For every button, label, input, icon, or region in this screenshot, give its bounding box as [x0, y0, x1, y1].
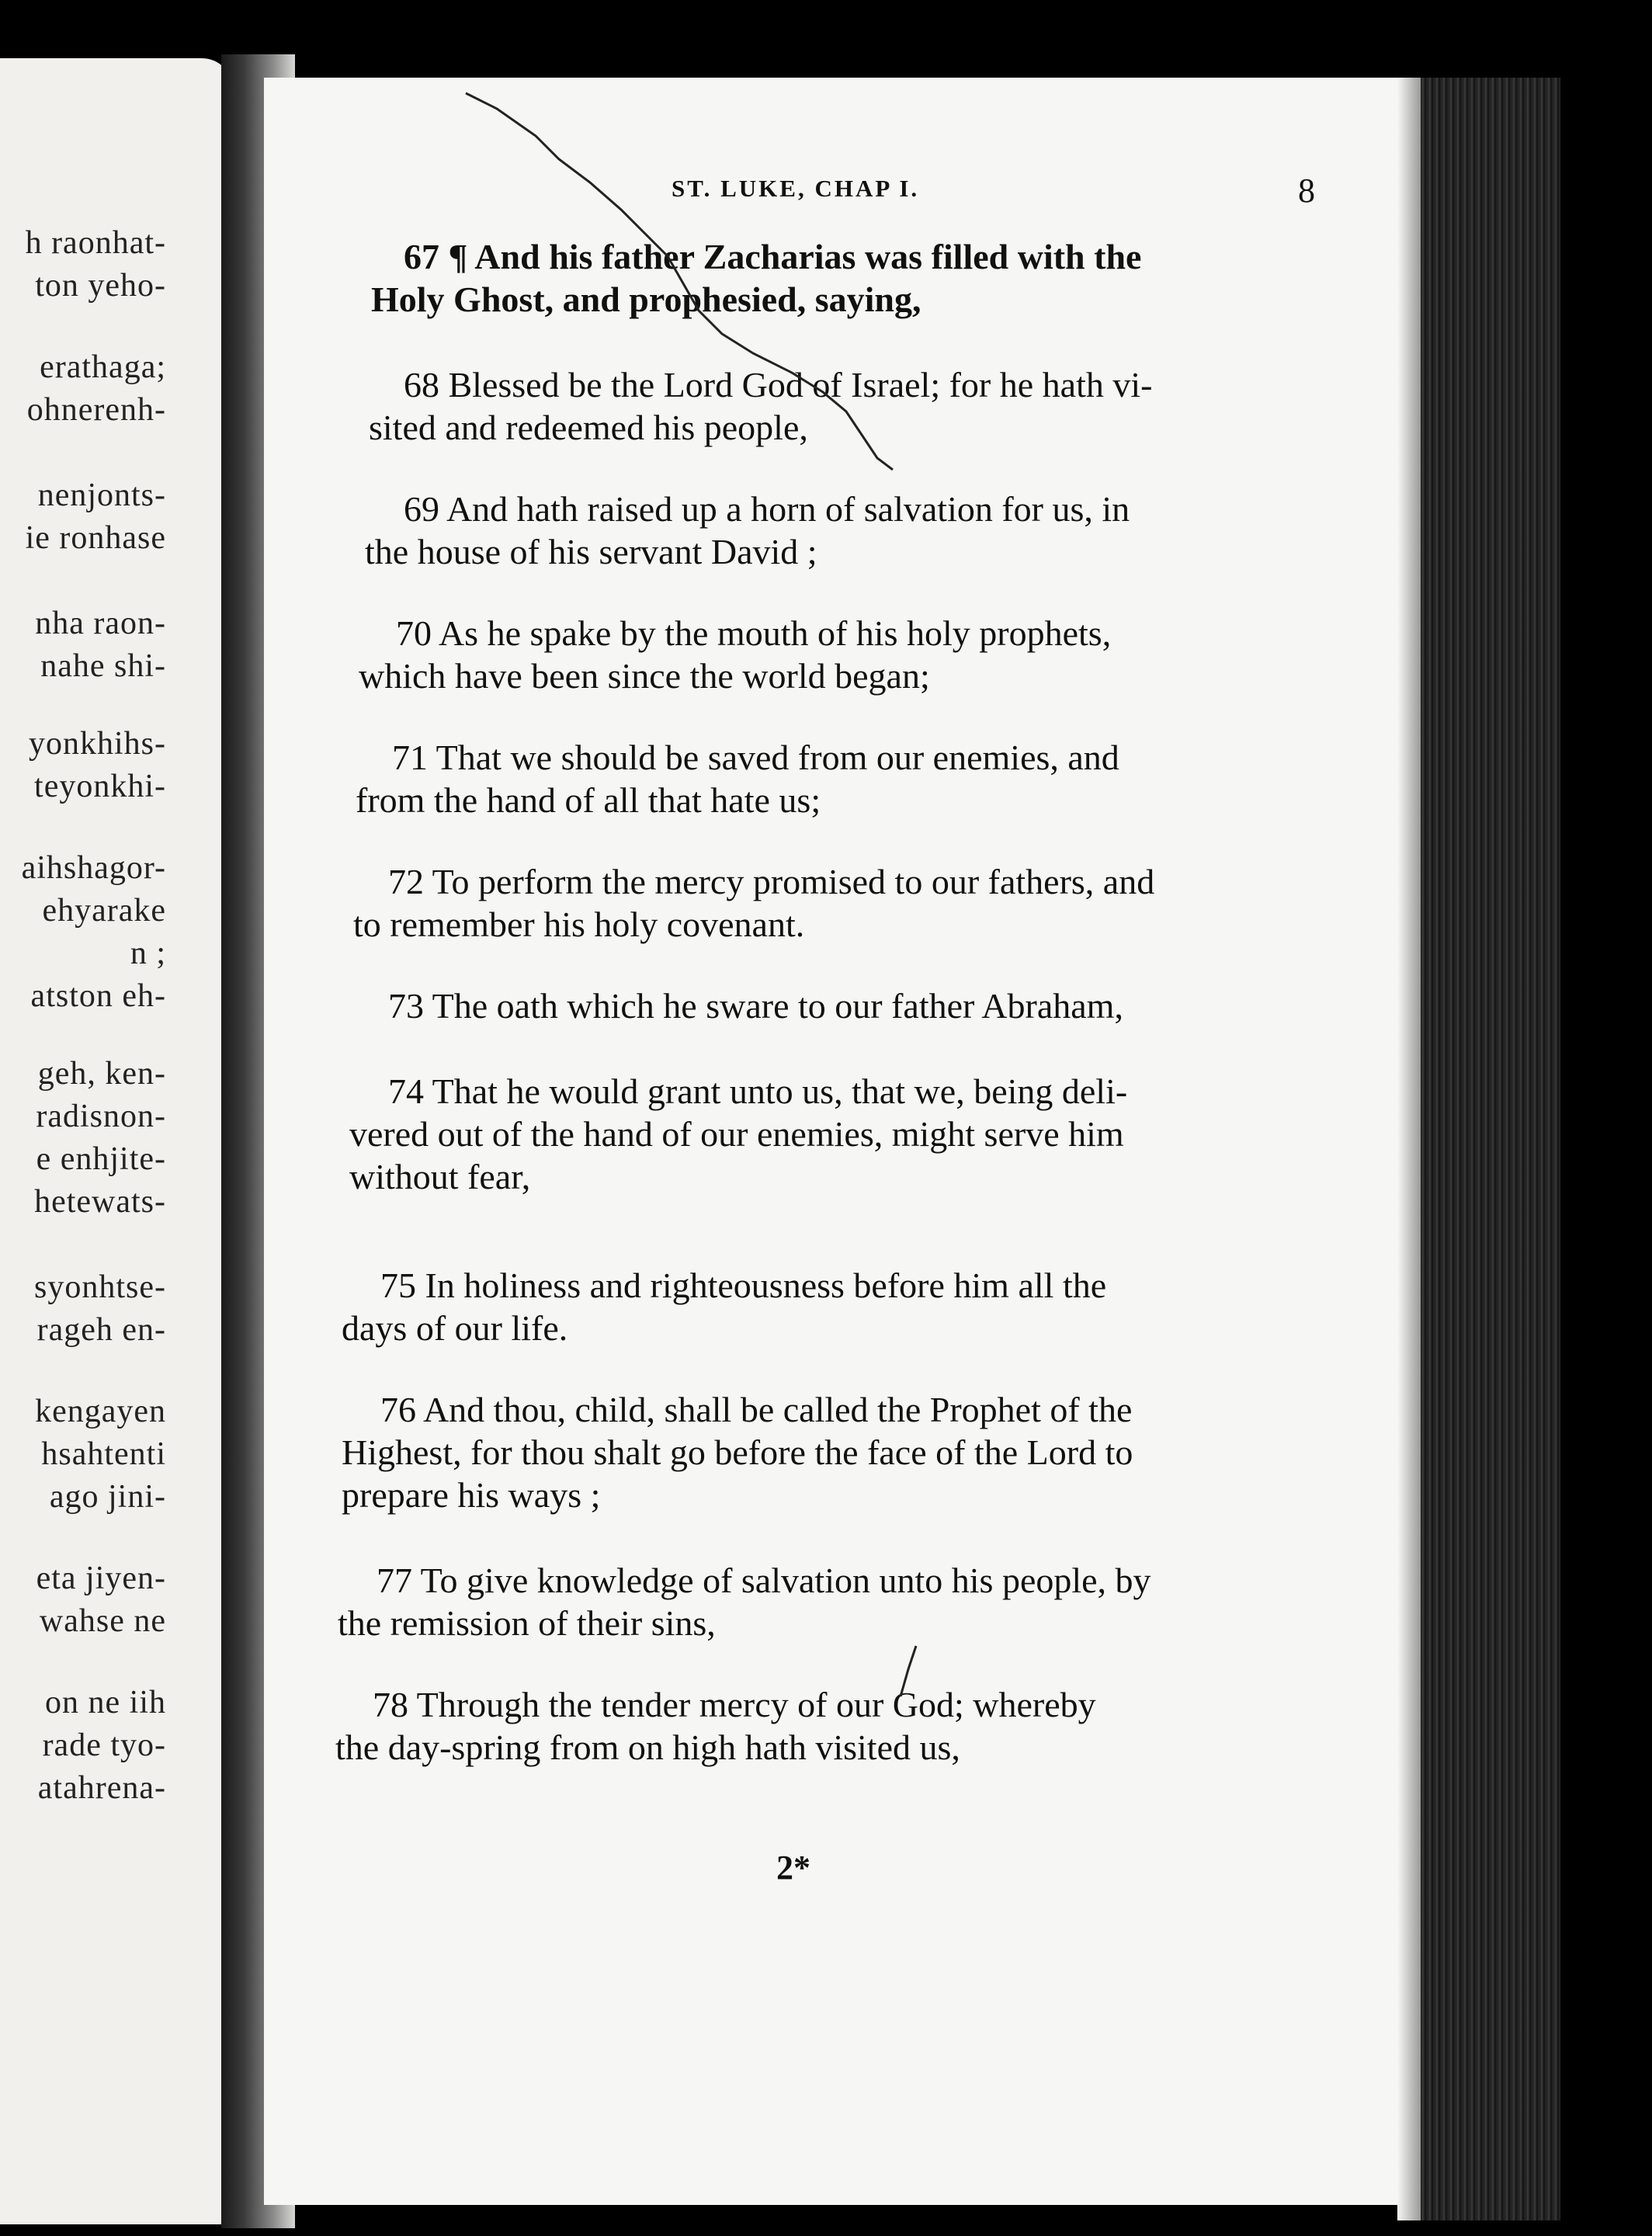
left-page-line: kengayen: [35, 1394, 166, 1429]
verse-73-first-line: 73 The oath which he sware to our father Abraham,: [388, 986, 1123, 1026]
verse-68-line: sited and redeemed his people,: [369, 408, 808, 447]
left-page-line: nenjonts-: [37, 477, 166, 513]
left-page-line: atahrena-: [37, 1770, 166, 1806]
verse-74-line: vered out of the hand of our enemies, might serve him: [349, 1114, 1124, 1154]
left-page-line: ehyarake: [42, 893, 166, 929]
left-page-line: rageh en-: [36, 1312, 166, 1348]
verse-68-first-line: 68 Blessed be the Lord God of Israel; for he hath vi-: [404, 365, 1153, 404]
left-page-line: nha raon-: [35, 606, 166, 641]
verse-71-first-line: 71 That we should be saved from our enemies, and: [392, 738, 1119, 777]
verse-74-line: without fear,: [349, 1157, 531, 1196]
left-page-line: rade tyo-: [42, 1727, 166, 1763]
verse-72-first-line: 72 To perform the mercy promised to our fathers, and: [388, 862, 1155, 901]
left-page-line: n ;: [130, 936, 166, 971]
verse-69-first-line: 69 And hath raised up a horn of salvation for us, in: [404, 489, 1130, 529]
verse-77-first-line: 77 To give knowledge of salvation unto his people, by: [377, 1561, 1151, 1600]
left-facing-page: [0, 58, 233, 2224]
left-page-line: on ne iih: [45, 1685, 166, 1720]
left-page-line: aihshagor-: [21, 850, 166, 886]
running-header: ST. LUKE, CHAP I.: [672, 175, 920, 202]
left-page-line: eta jiyen-: [36, 1561, 166, 1596]
left-page-line: e enhjite-: [36, 1141, 166, 1177]
signature-mark: 2*: [776, 1849, 810, 1887]
verse-67-first-line: 67 ¶ And his father Zacharias was filled with the: [404, 237, 1142, 276]
verse-72-line: to remember his holy covenant.: [353, 904, 805, 944]
book-fore-edge: [1421, 78, 1560, 2220]
left-page-line: nahe shi-: [40, 648, 166, 684]
left-page-line: hetewats-: [34, 1184, 166, 1220]
left-page-line: ton yeho-: [35, 268, 166, 304]
verse-69-line: the house of his servant David ;: [365, 532, 817, 571]
verse-67-line: Holy Ghost, and prophesied, saying,: [371, 280, 921, 319]
verse-78-line: the day-spring from on high hath visited us,: [335, 1727, 960, 1767]
left-page-line: erathaga;: [40, 349, 166, 385]
verse-70-line: which have been since the world began;: [359, 656, 930, 696]
verse-74-first-line: 74 That he would grant unto us, that we, being deli-: [388, 1071, 1128, 1111]
verse-75-first-line: 75 In holiness and righteousness before him all the: [380, 1266, 1107, 1305]
left-page-line: radisnon-: [36, 1099, 166, 1134]
left-page-line: geh, ken-: [37, 1056, 166, 1092]
left-page-line: wahse ne: [39, 1603, 166, 1639]
left-page-line: ago jini-: [49, 1479, 166, 1515]
verse-75-line: days of our life.: [342, 1308, 568, 1348]
verse-76-line: Highest, for thou shalt go before the face of the Lord to: [342, 1432, 1133, 1472]
verse-78-first-line: 78 Through the tender mercy of our God; whereby: [373, 1685, 1096, 1724]
left-page-line: yonkhihs-: [29, 726, 166, 762]
verse-71-line: from the hand of all that hate us;: [356, 780, 821, 820]
left-page-line: atston eh-: [30, 978, 166, 1014]
verse-70-first-line: 70 As he spake by the mouth of his holy prophets,: [396, 613, 1112, 653]
left-page-line: teyonkhi-: [34, 769, 166, 804]
verse-76-line: prepare his ways ;: [342, 1475, 601, 1515]
verse-76-first-line: 76 And thou, child, shall be called the Prophet of the: [380, 1390, 1133, 1429]
left-page-line: ohnerenh-: [26, 392, 166, 428]
left-page-line: syonhtse-: [34, 1269, 166, 1305]
left-page-line: hsahtenti: [41, 1436, 166, 1472]
left-page-line: ie ronhase: [25, 520, 166, 556]
verse-77-line: the remission of their sins,: [338, 1603, 716, 1643]
left-page-line: h raonhat-: [25, 225, 166, 261]
page-number: 8: [1298, 172, 1315, 210]
